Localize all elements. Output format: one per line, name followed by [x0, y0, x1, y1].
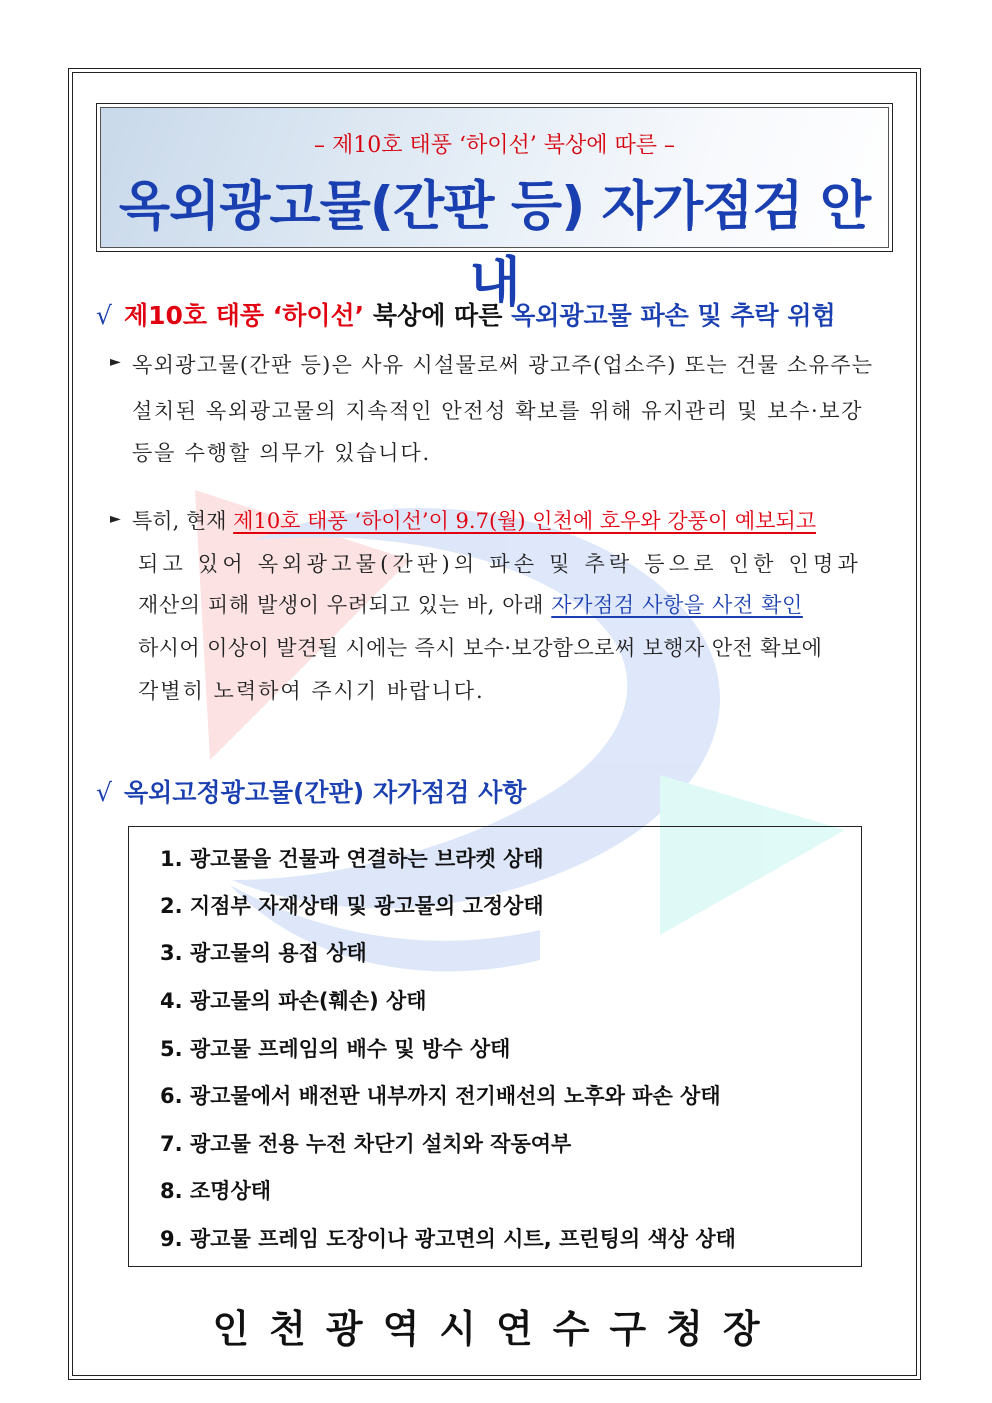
issuer-signature: 인천광역시연수구청장 [212, 1307, 780, 1351]
bullet-arrow-icon: ► [110, 354, 121, 370]
check-mark-icon: √ [96, 778, 112, 807]
checklist-item: 8. 조명상태 [160, 1179, 272, 1203]
para1-line3: 등을 수행할 의무가 있습니다. [132, 441, 431, 465]
section-heading-risk [96, 296, 836, 332]
checklist-item: 3. 광고물의 용접 상태 [160, 941, 367, 965]
title-box [96, 103, 893, 313]
heading-checklist-label: 옥외고정광고물(간판) 자가점검 사항 [123, 778, 527, 807]
para2-line2: 되고 있어 옥외광고물(간판)의 파손 및 추락 등으로 인한 인명과 [138, 552, 862, 576]
checklist-item: 1. 광고물을 건물과 연결하는 브라켓 상태 [160, 847, 544, 871]
para1-line1: 옥외광고물(간판 등)은 사유 시설물로써 광고주(업소주) 또는 건물 소유주는 [132, 353, 874, 377]
checklist-item: 6. 광고물에서 배전판 내부까지 전기배선의 노후와 파손 상태 [160, 1084, 721, 1108]
title-box-inner [100, 107, 889, 313]
para2-line1 [132, 505, 816, 535]
heading-risk: 옥외광고물 파손 및 추락 위험 [511, 301, 836, 330]
bullet-arrow-icon: ► [110, 511, 121, 527]
check-mark-icon: √ [96, 301, 112, 330]
para2-line3 [138, 589, 803, 619]
checklist-item: 7. 광고물 전용 누전 차단기 설치와 작동여부 [160, 1132, 572, 1156]
checklist-item: 2. 지점부 자재상태 및 광고물의 고정상태 [160, 894, 544, 918]
checklist-item: 5. 광고물 프레임의 배수 및 방수 상태 [160, 1037, 511, 1061]
checklist-item: 4. 광고물의 파손(훼손) 상태 [160, 989, 427, 1013]
para2-line4: 하시어 이상이 발견될 시에는 즉시 보수·보강함으로써 보행자 안전 확보에 [138, 636, 823, 660]
para2-warning-highlight: 제10호 태풍 ‘하이선’이 9.7(월) 인천에 호우와 강풍이 예보되고 [233, 509, 817, 533]
checklist-item: 9. 광고물 프레임 도장이나 광고면의 시트, 프린팅의 색상 상태 [160, 1227, 736, 1251]
para2-check-highlight: 자가점검 사항을 사전 확인 [551, 593, 803, 617]
para2-line5: 각별히 노력하여 주시기 바랍니다. [138, 679, 485, 703]
heading-connector: 북상에 따른 [364, 301, 512, 330]
para1-line2: 설치된 옥외광고물의 지속적인 안전성 확보를 위해 유지관리 및 보수·보강 [132, 399, 864, 423]
para2-line1-pre: 특히, 현재 [132, 509, 234, 533]
para2-line3-pre: 재산의 피해 발생이 우려되고 있는 바, 아래 [138, 593, 552, 617]
section-heading-checklist [96, 773, 526, 809]
title-subtitle: – 제10호 태풍 ‘하이선’ 북상에 따른 – [314, 133, 675, 158]
heading-typhoon: 제10호 태풍 ‘하이선’ [123, 301, 365, 330]
page-title: 옥외광고물(간판 등) 자가점검 안내 [118, 176, 871, 313]
